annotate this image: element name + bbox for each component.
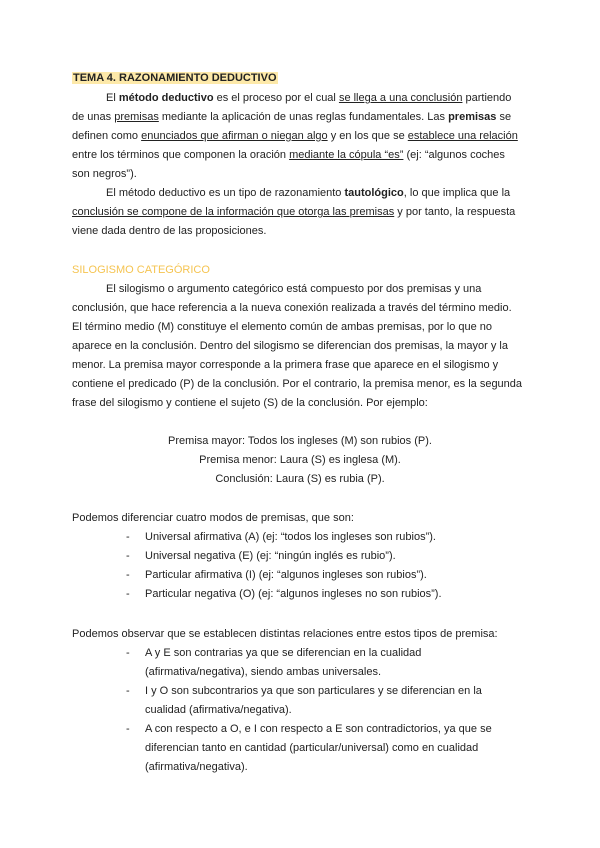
title-highlight: TEMA 4. RAZONAMIENTO DEDUCTIVO xyxy=(73,72,277,84)
underlined-text: mediante la cópula “es” xyxy=(289,149,404,161)
text: El xyxy=(106,92,119,104)
text: El método deductivo es un tipo de razonamiento xyxy=(106,187,345,199)
text: y en los que se xyxy=(327,130,408,142)
silogismo-line: aparece en la conclusión. Dentro del silogismo se diferencian dos premisas, la mayor y la xyxy=(72,340,508,352)
text: mediante la aplicación de unas reglas fundamentales. Las xyxy=(158,111,449,123)
mode-item: Particular afirmativa (I) (ej: “algunos ingleses son rubios”). xyxy=(145,569,427,581)
bullet-dash: - xyxy=(126,723,130,735)
bullet-dash: - xyxy=(126,588,130,600)
mode-item: Universal negativa (E) (ej: “ningún inglés es rubio”). xyxy=(145,550,396,562)
intro-p1-line1 xyxy=(106,91,511,105)
relation-item-line: (afirmativa/negativa). xyxy=(145,761,248,773)
example-line: Premisa mayor: Todos los ingleses (M) son rubios (P). xyxy=(168,435,432,447)
text: y por tanto, la respuesta xyxy=(394,206,516,218)
mode-item: Particular negativa (O) (ej: “algunos ingleses no son rubios”). xyxy=(145,588,442,600)
intro-p2-line3: viene dada dentro de las proposiciones. xyxy=(72,225,267,237)
intro-p1-line2 xyxy=(72,110,511,124)
relation-item-line: (afirmativa/negativa), siendo ambas universales. xyxy=(145,666,382,678)
mode-item: Universal afirmativa (A) (ej: “todos los ingleses son rubios”). xyxy=(145,531,436,543)
silogismo-line: El término medio (M) constituye el elemento común de ambas premisas, por lo que no xyxy=(72,321,493,333)
bullet-dash: - xyxy=(126,550,130,562)
bullet-dash: - xyxy=(126,685,130,697)
intro-p1-line4 xyxy=(72,148,505,162)
example-line: Premisa menor: Laura (S) es inglesa (M). xyxy=(199,454,401,466)
relation-item-line: I y O son subcontrarios ya que son particulares y se diferencian en la xyxy=(145,685,482,697)
bullet-dash: - xyxy=(126,569,130,581)
silogismo-line: contiene el predicado (P) de la conclusión. Por el contrario, la premisa menor, es la segunda xyxy=(72,378,523,390)
page-title xyxy=(72,71,278,85)
relation-item-line: A y E son contrarias ya que se diferencian en la cualidad xyxy=(145,647,422,659)
bullet-dash: - xyxy=(126,647,130,659)
bold-term: premisas xyxy=(448,111,497,123)
silogismo-line: frase del silogismo y contiene el sujeto (S) de la conclusión. Por ejemplo: xyxy=(72,397,428,409)
relation-item-line: diferencian tanto en cantidad (particular/universal) como en cualidad xyxy=(145,742,479,754)
text: se xyxy=(496,111,512,123)
relations-intro: Podemos observar que se establecen distintas relaciones entre estos tipos de premisa: xyxy=(72,628,498,640)
text: definen como xyxy=(72,130,142,142)
intro-p2-line2 xyxy=(72,205,515,219)
intro-p1-line5: son negros”). xyxy=(72,168,137,180)
silogismo-line: conclusión, que hace referencia a la nueva conexión realizada a través del término medio. xyxy=(72,302,512,314)
silogismo-line: El silogismo o argumento categórico está compuesto por dos premisas y una xyxy=(106,283,482,295)
silogismo-line: menor. La premisa mayor corresponde a la primera frase que aparece en el silogismo y xyxy=(72,359,499,371)
intro-p1-line3 xyxy=(72,129,518,143)
underlined-text: se llega a una conclusión xyxy=(338,92,463,104)
underlined-text: premisas xyxy=(114,111,159,123)
underlined-text: conclusión se compone de la información que otorga las premisas xyxy=(72,206,395,218)
bullet-dash: - xyxy=(126,531,130,543)
text: (ej: “algunos coches xyxy=(403,149,505,161)
text: partiendo xyxy=(462,92,512,104)
intro-p2-line1 xyxy=(106,186,510,200)
relation-item-line: cualidad (afirmativa/negativa). xyxy=(145,704,292,716)
text: entre los términos que componen la oración xyxy=(72,149,290,161)
modes-intro: Podemos diferenciar cuatro modos de premisas, que son: xyxy=(72,512,354,524)
underlined-text: establece una relación xyxy=(407,130,518,142)
bold-term: tautológico xyxy=(344,187,404,199)
underlined-text: enunciados que afirman o niegan algo xyxy=(141,130,328,142)
text: es el proceso por el cual xyxy=(213,92,339,104)
bold-term: método deductivo xyxy=(118,92,214,104)
example-line: Conclusión: Laura (S) es rubia (P). xyxy=(215,473,385,485)
text: de unas xyxy=(72,111,115,123)
relation-item-line: A con respecto a O, e I con respecto a E son contradictorios, ya que se xyxy=(145,723,492,735)
text: , lo que implica que la xyxy=(403,187,511,199)
section-heading: SILOGISMO CATEGÓRICO xyxy=(72,264,210,276)
